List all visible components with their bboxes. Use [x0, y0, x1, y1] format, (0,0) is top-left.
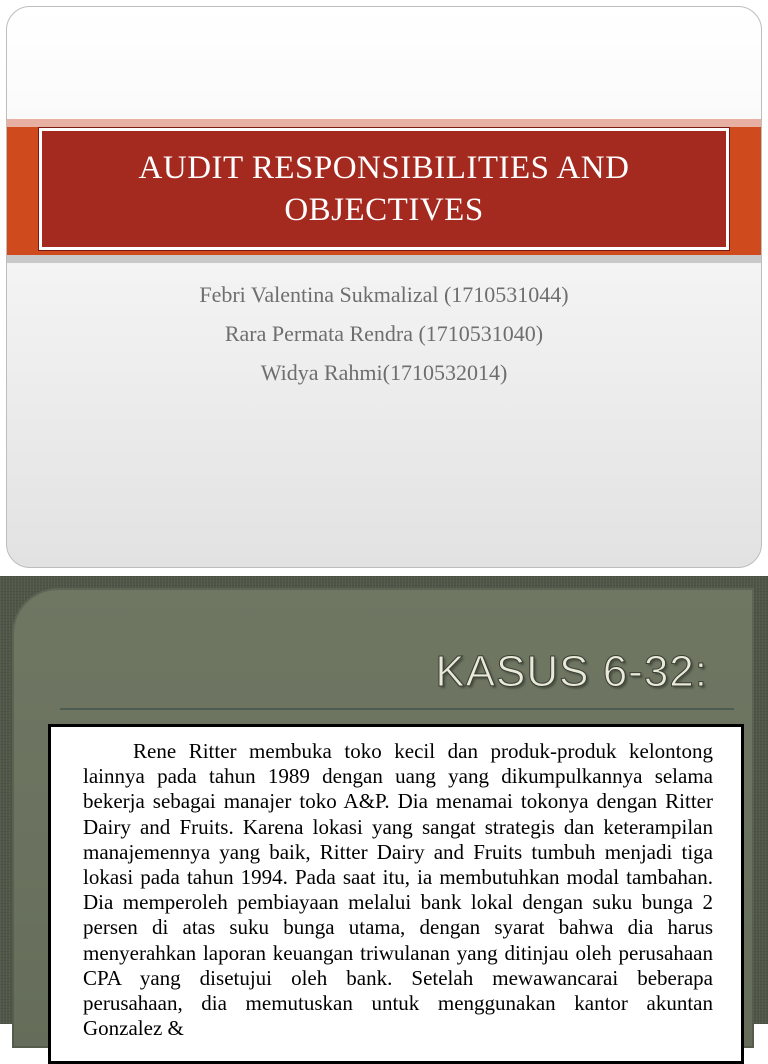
author-list	[7, 275, 761, 392]
case-body-text: Rene Ritter membuka toko kecil dan produk-produk kelontong lainnya pada tahun 1989 dengan uang yang dikumpulkannya selama bekerja sebagai manajer toko A&P. Dia menamai tokonya dengan Ritter Dairy and Fruits. Karena lokasi yang sangat strategis dan keterampilan manajemennya yang baik, Ritter Dairy and Fruits tumbuh menjadi tiga lokasi pada tahun 1994. Pada saat itu, ia membutuhkan modal tambahan. Dia memperoleh pembiayaan melalui bank lokal dengan suku bunga 2 persen di atas suku bunga utama, dengan syarat bahwa dia harus menyerahkan laporan keuangan triwulanan yang ditinjau oleh perusahaan CPA yang disetujui oleh bank. Setelah mewawancarai beberapa perusahaan, dia memutuskan untuk menggunakan kantor akuntan Gonzalez &	[83, 739, 713, 1041]
author-name: Febri Valentina Sukmalizal (1710531044)	[199, 282, 569, 307]
title-box	[39, 128, 729, 250]
case-title: KASUS 6-32:	[435, 647, 708, 696]
title-divider	[60, 708, 734, 710]
content-panel	[12, 588, 754, 1048]
author-name: Widya Rahmi(1710532014)	[260, 360, 508, 385]
title-band-top	[7, 119, 761, 127]
slide-title	[104, 147, 664, 231]
case-text-box	[48, 724, 744, 1064]
slide-title-line-1: AUDIT RESPONSIBILITIES AND	[138, 150, 630, 186]
title-slide	[6, 6, 762, 568]
author-name: Rara Permata Rendra (1710531040)	[224, 321, 544, 346]
title-band-bottom	[7, 255, 761, 263]
case-slide	[0, 576, 768, 1041]
slide-title-line-2: OBJECTIVES	[284, 192, 484, 228]
